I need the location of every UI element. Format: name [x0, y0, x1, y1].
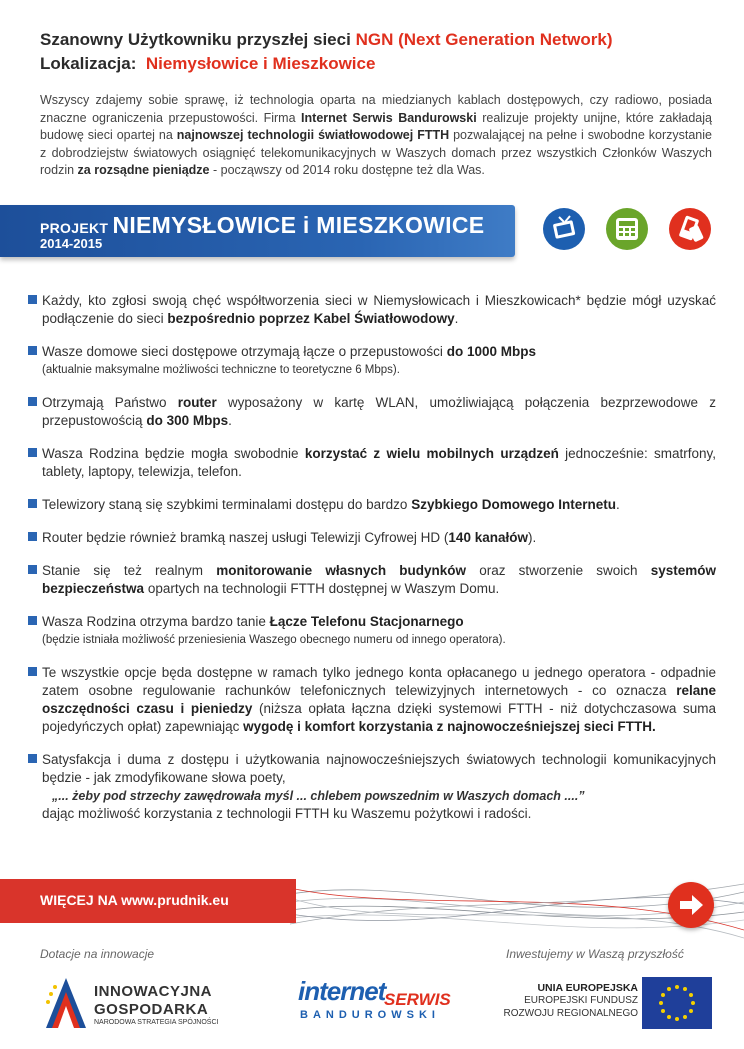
bullet-square-icon — [28, 616, 37, 625]
innowacyjna-gospodarka-logo: INNOWACYJNA GOSPODARKA NARODOWA STRATEGIA SPÓJNOŚCI — [42, 972, 252, 1032]
list-item: Wasza Rodzina będzie mogła swobodnie korzystać z wielu mobilnych urządzeń jednocześnie: smatrfony, tablety, laptopy, telewizja, telefon. — [28, 445, 716, 481]
bullet-square-icon — [28, 499, 37, 508]
location-name: Niemysłowice i Mieszkowice — [145, 54, 376, 73]
banner-years: 2014-2015 — [40, 236, 103, 251]
more-info-link[interactable]: WIĘCEJ NA www.prudnik.eu — [0, 879, 296, 923]
internet-serwis-logo: internet SERWIS BANDUROWSKI — [298, 976, 451, 1021]
benefits-list — [28, 292, 716, 838]
project-banner — [0, 205, 515, 257]
list-item: Stanie się też realnym monitorowanie własnych budynków oraz stworzenie swoich systemów bezpieczeństwa opartych na technologii FTTH dostępnej w Waszym Domu. — [28, 562, 716, 598]
list-item: Telewizory staną się szybkimi terminalami dostępu do bardzo Szybkiego Domowego Internetu. — [28, 496, 716, 514]
list-item: Otrzymają Państwo router wyposażony w kartę WLAN, umożliwiającą połączenia bezprzewodowe z przepustowością do 300 Mbps. — [28, 394, 716, 430]
left-footer-label: Dotacje na innowacje — [40, 947, 155, 961]
list-item: Każdy, kto zgłosi swoją chęć współtworzenia sieci w Niemysłowicach i Mieszkowicach* będzie mógł uzyskać podłączenie do sieci bezpośrednio poprzez Kabel Światłowodowy. — [28, 292, 716, 328]
mobile-devices-icon — [669, 208, 711, 250]
list-item: Te wszystkie opcje będa dostępne w ramach tylko jednego konta opłacanego u jednego operatora - odpadnie zatem osobne regulowanie rachunków telefonicznych telewizyjnych internetowych - co oznacza relane oszczędności czasu i pieniedzy (niższa opłata łączna dzięki systemowi FTTH - niż dotychczasowa suma pojedyńczych opłat) zapewniając wygodę i komfort korzystania z najnowocześniejszej sieci FTTH. — [28, 664, 716, 736]
list-item: Wasze domowe sieci dostępowe otrzymają łącze o przepustowości do 1000 Mbps (aktualnie maksymalne możliwości techniczne to teoretyczne 6 Mbps). — [28, 343, 716, 379]
right-footer-label: Inwestujemy w Waszą przyszłość — [506, 947, 684, 961]
list-item: Router będzie również bramką naszej usługi Telewizji Cyfrowej HD (140 kanałów). — [28, 529, 716, 547]
eu-flag-icon — [642, 977, 712, 1029]
banner-title: PROJEKT NIEMYSŁOWICE i MIESZKOWICE — [40, 212, 485, 238]
intro-paragraph: Wszyscy zdajemy sobie sprawę, iż technologia oparta na miedzianych kablach dostępowych, czy radiowo, posiada znaczne ograniczenia przepustowości. Firma Internet Serwis Bandurowski realizuje projekty unijne, które zakładają budowę sieci opartej na najnowszej technologii światłowodowej FTTH pozwalającej na pełne i swobodne korzystanie z dobrodziejstw światowych osiągnięć telekomunikacyjnych w Waszych domach przez wszystkich Członków Waszych rodzin za rozsądne pieniądze - począwszy od 2014 roku dostępne też dla Was. — [40, 93, 712, 178]
bullet-square-icon — [28, 565, 37, 574]
list-item: Wasza Rodzina otrzyma bardzo tanie Łącze Telefonu Stacjonarnego (będzie istniała możliwość przeniesienia Waszego obecnego numeru od innego operatora). — [28, 613, 716, 649]
bullet-square-icon — [28, 397, 37, 406]
bullet-square-icon — [28, 346, 37, 355]
bullet-square-icon — [28, 295, 37, 304]
arrow-right-icon[interactable] — [668, 882, 714, 928]
bullet-square-icon — [28, 667, 37, 676]
bullet-square-icon — [28, 754, 37, 763]
eu-text: UNIA EUROPEJSKA EUROPEJSKI FUNDUSZ ROZWOJU REGIONALNEGO — [503, 982, 638, 1019]
header — [40, 28, 613, 76]
ig-emblem-icon — [42, 972, 90, 1030]
network-name: NGN (Next Generation Network) — [355, 30, 613, 49]
tv-icon — [543, 208, 585, 250]
phone-keypad-icon — [606, 208, 648, 250]
header-line-2: Lokalizacja: Niemysłowice i Mieszkowice — [40, 54, 376, 73]
header-line-1: Szanowny Użytkowniku przyszłej sieci NGN (Next Generation Network) — [40, 30, 613, 49]
bullet-square-icon — [28, 448, 37, 457]
list-item: Satysfakcja i duma z dostępu i użytkowania najnowocześniejszych światowych technologii komunikacyjnych będzie - jak zmodyfikowane słowa poety, „... żeby pod strzechy zawędrowała myśl ... chlebem powszednim w Waszych domach ....” dając możliwość korzystania z technologii FTTH ku Waszemu pożytkowi i radości. — [28, 751, 716, 823]
bullet-square-icon — [28, 532, 37, 541]
